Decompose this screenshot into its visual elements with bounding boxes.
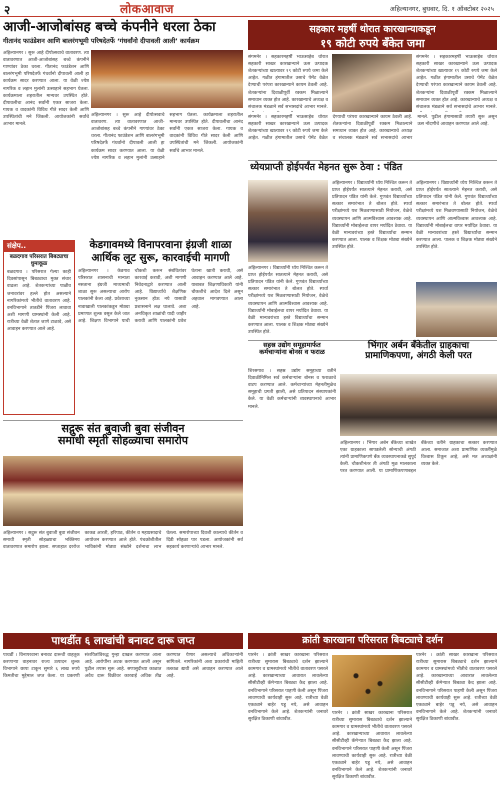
brief-sidebar [3,240,75,415]
divider [3,420,243,421]
story8-headline-banner [3,633,243,649]
story2-headline-banner [248,20,497,50]
story1-headline: आजी-आजोबांसह बच्चे कंपनीने धरला ठेका [3,19,216,35]
story3-body-col2: अहिल्यानगर । विद्यार्थ्यांनी ध्येय निश्चित करून ते प्राप्त होईपर्यंत सातत्याने मेहनत करावी, असे प्रतिपादन पंडित यांनी केले. गुणवंत विद्यार्थ्यांच्या सत्कार समारंभात ते बोलत होते. स्पर्धा परीक्षांमध्ये यश मिळवण्यासाठी नियोजन, वेळेचे व्यवस्थापन आणि आत्मविश्वास आवश्यक आहे. विद्यार्थ्यांनी मोबाईलचा वापर मर्यादित ठेवावा. या वेळी मान्यवरांच्या हस्ते विद्यार्थ्यांचा सन्मान करण्यात आला. पालक व शिक्षक मोठ्या संख्येने उपस्थित होते. [332,181,412,250]
story1-body-continued: अहिल्यानगर । सुरू आहे दीपोत्सवाचे वातावरण. त्या वातावरणात आजी-आजोबांसह बच्चे कंपनीने गाण्यांवर ठेका धरला. गीतानंद फाउंडेशन आणि बालरंगभूमी परिषदेतर्फे गंधर्वांनो दीपावली आली हा कार्यक्रम सादर करण्यात आला. या वेळी ज्येष्ठ नागरिक व लहान मुलांनी उत्साहाने सहभाग घेतला. कार्यक्रमाला शहरातील मान्यवर उपस्थित होते. दीपावलीचा आनंद सर्वांनी एकत्र साजरा केला. गायक व वादकांनी विविध गीते सादर केली आणि उपस्थितांची मने जिंकली. आयोजकांनी सर्वांचे आभार मानले. [91,113,243,161]
masthead [0,0,500,17]
story4-headline: केडगावमध्ये विनापरवाना इंग्रजी शाळा [89,239,232,251]
story2-body-col1: संगमनेर । सहकारमहर्षी भाऊसाहेब थोरात सहकारी साखर कारखान्याने ऊस उत्पादक शेतकऱ्यांच्या खात्यावर १९ कोटी रुपये जमा केले आहेत. गळीत हंगामातील उसाचे पेमेंट वेळेत देण्याची परंपरा कारखान्याने कायम ठेवली आहे. शेतकऱ्यांना दिवाळीपूर्वी रक्कम मिळाल्याने समाधान व्यक्त होत आहे. कारखान्याचे अध्यक्ष व संचालक मंडळाने सर्व सभासदांचे आभार मानले. [248,55,328,110]
story3-photo [248,180,328,262]
divider [248,160,497,161]
story2-headline2: १९ कोटी रुपये बँकेत जमा [320,37,425,50]
story8-headline: पाथर्डीत ६ लाखांची बनावट दारू जप्त [51,635,195,647]
story9-headline-banner [248,633,497,649]
story9-body-col3: पारनेर । क्रांती साखर कारखाना परिसरात रात्रीच्या सुमारास बिबट्याचे दर्शन झाल्याने कामगार व ग्रामस्थांमध्ये भीतीचे वातावरण पसरले आहे. कारखान्याच्या आवारात लावलेल्या सीसीटीव्ही कॅमेऱ्यात बिबट्या कैद झाला आहे. वनविभागाने परिसरात पाहणी केली असून पिंजरा लावण्याची कार्यवाही सुरू आहे. रात्रीच्या वेळी एकट्याने बाहेर पडू नये, असे आवाहन वनविभागाने केले आहे. शेतकऱ्यांनी जनावरे सुरक्षित ठिकाणी बांधावीत. [416,653,497,722]
story3-body-col3: अहिल्यानगर । विद्यार्थ्यांनी ध्येय निश्चित करून ते प्राप्त होईपर्यंत सातत्याने मेहनत करावी, असे प्रतिपादन पंडित यांनी केले. गुणवंत विद्यार्थ्यांच्या सत्कार समारंभात ते बोलत होते. स्पर्धा परीक्षांमध्ये यश मिळवण्यासाठी नियोजन, वेळेचे व्यवस्थापन आणि आत्मविश्वास आवश्यक आहे. विद्यार्थ्यांनी मोबाईलचा वापर मर्यादित ठेवावा. या वेळी मान्यवरांच्या हस्ते विद्यार्थ्यांचा सन्मान करण्यात आला. पालक व शिक्षक मोठ्या संख्येने उपस्थित होते. [416,181,497,250]
story2-body-col3: संगमनेर । सहकारमहर्षी भाऊसाहेब थोरात सहकारी साखर कारखान्याने ऊस उत्पादक शेतकऱ्यांच्या खात्यावर १९ कोटी रुपये जमा केले आहेत. गळीत हंगामातील उसाचे पेमेंट वेळेत देण्याची परंपरा कारखान्याने कायम ठेवली आहे. शेतकऱ्यांना दिवाळीपूर्वी रक्कम मिळाल्याने समाधान व्यक्त होत आहे. कारखान्याचे अध्यक्ष व संचालक मंडळाने सर्व सभासदांचे आभार मानले. [416,55,497,110]
story3-body-col1: अहिल्यानगर । विद्यार्थ्यांनी ध्येय निश्चित करून ते प्राप्त होईपर्यंत सातत्याने मेहनत करावी, असे प्रतिपादन पंडित यांनी केले. गुणवंत विद्यार्थ्यांच्या सत्कार समारंभात ते बोलत होते. स्पर्धा परीक्षांमध्ये यश मिळवण्यासाठी नियोजन, वेळेचे व्यवस्थापन आणि आत्मविश्वास आवश्यक आहे. विद्यार्थ्यांनी मोबाईलचा वापर मर्यादित ठेवावा. या वेळी मान्यवरांच्या हस्ते विद्यार्थ्यांचा सन्मान करण्यात आला. पालक व शिक्षक मोठ्या संख्येने उपस्थित होते. [248,266,328,335]
page-number: २ [4,3,11,17]
story3-headline: ध्येयप्राप्ती होईपर्यंत मेहनत सुरू ठेवा : पंडित [250,162,403,173]
story-bhingar-bank [340,342,497,372]
story9-headline: क्रांती कारखाना परिसरात बिबट्याचे दर्शन [302,635,443,646]
story-sahasra [248,342,336,368]
story2-body-lower: संगमनेर । सहकारमहर्षी भाऊसाहेब थोरात सहकारी साखर कारखान्याने ऊस उत्पादक शेतकऱ्यांच्या खात्यावर १९ कोटी रुपये जमा केले आहेत. गळीत हंगामातील उसाचे पेमेंट वेळेत देण्याची परंपरा कारखान्याने कायम ठेवली आहे. शेतकऱ्यांना दिवाळीपूर्वी रक्कम मिळाल्याने समाधान व्यक्त होत आहे. कारखान्याचे अध्यक्ष व संचालक मंडळाने सर्व सभासदांचे आभार मानले. पुढील हंगामासाठी तयारी सुरू असून ऊस नोंदणीचे आवाहन करण्यात आले आहे. [248,115,497,142]
story5-headline: सद्गुरू संत बुवाजी बुवा संजीवन [61,422,185,435]
story1-photo [91,50,243,108]
story3-photo2 [416,282,497,337]
story6-body: शिरसगाव । सहस्र उद्योग समूहाच्या वतीने दिवाळीनिमित्त सर्व कर्मचाऱ्यांना बोनस व फराळाचे वाटप करण्यात आले. कर्मचाऱ्यांच्या मेहनतीमुळेच समूहाची प्रगती झाली, असे प्रतिपादन संस्थापकांनी केले. या वेळी कर्मचाऱ्यांनी व्यवस्थापनाचे आभार मानले. [248,369,336,410]
story1-subheadline: गीतानंद फाउंडेशन आणि बालरंगभूमी परिषदेतर्फे ‘गंधर्वांनो दीपावली आली’ कार्यक्रम [3,36,200,45]
story5-headline2: समाधी स्मृती सोहळ्याचा समारोप [57,434,189,448]
story1-body: अहिल्यानगर । सुरू आहे दीपोत्सवाचे वातावरण. त्या वातावरणात आजी-आजोबांसह बच्चे कंपनीने गाण्यांवर ठेका धरला. गीतानंद फाउंडेशन आणि बालरंगभूमी परिषदेतर्फे गंधर्वांनो दीपावली आली हा कार्यक्रम सादर करण्यात आला. या वेळी ज्येष्ठ नागरिक व लहान मुलांनी उत्साहाने सहभाग घेतला. कार्यक्रमाला शहरातील मान्यवर उपस्थित होते. दीपावलीचा आनंद सर्वांनी एकत्र साजरा केला. गायक व वादकांनी विविध गीते सादर केली आणि उपस्थितांची मने जिंकली. आयोजकांनी सर्वांचे आभार मानले. [3,51,89,128]
story7-headline: भिंगार अर्बन बँकेतील ग्राहकाचा [367,341,470,351]
story6-headline2: कर्मचाऱ्यांना बोनस व फराळ [259,348,325,357]
story4-headline2: आर्थिक लूट सुरू, कारवाईची मागणी [91,251,230,264]
newspaper-logo: लोकआवाज [120,2,174,16]
story-buvaji-samadhi [3,423,243,453]
story9-body-col1: पारनेर । क्रांती साखर कारखाना परिसरात रात्रीच्या सुमारास बिबट्याचे दर्शन झाल्याने कामगार व ग्रामस्थांमध्ये भीतीचे वातावरण पसरले आहे. कारखान्याच्या आवारात लावलेल्या सीसीटीव्ही कॅमेऱ्यात बिबट्या कैद झाला आहे. वनविभागाने परिसरात पाहणी केली असून पिंजरा लावण्याची कार्यवाही सुरू आहे. रात्रीच्या वेळी एकट्याने बाहेर पडू नये, असे आवाहन वनविभागाने केले आहे. शेतकऱ्यांनी जनावरे सुरक्षित ठिकाणी बांधावीत. [248,653,328,722]
brief-title: बळदगाव परिसरात बिबट्याचा धुमाकूळ [9,254,69,267]
story5-photo [3,456,243,526]
story2-headline: सहकार महर्षी थोरात कारखान्याकडून [309,24,436,35]
story5-body: अहिल्यानगर । सद्गुरू संत बुवाजी बुवा संजीवन समाधी स्मृती सोहळ्याचा भक्तिमय वातावरणात समारोप झाला. सप्ताहात दररोज काकड आरती, हरिपाठ, कीर्तन व महाप्रसादाचे आयोजन करण्यात आले होते. पंचक्रोशीतील भाविकांनी मोठ्या संख्येने दर्शनाचा लाभ घेतला. समारोपाच्या दिवशी काल्याचे कीर्तन व दिंडी सोहळा पार पडला. आयोजकांनी सर्व सहकार्य करणाऱ्यांचे आभार मानले. [3,531,243,551]
story4-body: अहिल्यानगर । केडगाव परिसरात शासनाची मान्यता नसताना इंग्रजी माध्यमाची शाळा सुरू असल्याचा आरोप पालकांनी केला आहे. प्रवेशाच्या नावाखाली पालकांकडून मोठ्या प्रमाणात शुल्क वसूल केले जात आहे. शिक्षण विभागाने याची चौकशी करून संबंधितांवर कारवाई करावी, अशी मागणी निवेदनाद्वारे करण्यात आली आहे. विद्यार्थ्यांचे शैक्षणिक नुकसान होऊ नये यासाठी प्रशासनाने लक्ष घालावे. अशा अनधिकृत शाळांची यादी जाहीर करावी आणि पालकांनी प्रवेश घेताना खात्री करावी, असे आवाहन करण्यात आले आहे. याबाबत शिक्षणाधिकारी यांनी चौकशीचे आदेश दिले असून अहवाल मागवण्यात आला आहे. [78,269,243,324]
brief-body: बळदगाव । परिसरात गेल्या काही दिवसांपासून बिबट्याचा मुक्त संचार वाढला आहे. शेतकऱ्यांच्या पाळीव जनावरांवर हल्ले होत असल्याने नागरिकांमध्ये भीतीचे वातावरण आहे. वनविभागाने तातडीने पिंजरा लावावा अशी मागणी ग्रामस्थांनी केली आहे. रात्रीच्या वेळी शेतात जाणे टाळावे, असे आवाहन करण्यात आले आहे. [7,270,71,333]
story6-headline: सहस्र उद्योग समूहामार्फत [263,341,321,349]
edition-date: अहिल्यानगर, बुधवार, दि. १ ऑक्टोबर २०२५ [389,5,494,13]
story7-photo [340,374,497,436]
leopard-photo [332,655,412,707]
story8-body: पाथर्डी । विनापरवाना बनावट दारूची वाहतूक करणाऱ्या वाहनावर राज्य उत्पादन शुल्क विभागाने छापा टाकून सुमारे ६ लाख रुपये किमतीचा मुद्देमाल जप्त केला. या प्रकरणी संशयितांविरुद्ध गुन्हा दाखल करण्यात आला आहे. आरोपींना अटक करण्यात आली असून पुढील तपास सुरू आहे. सणासुदीच्या काळात अवैध दारू विक्रीवर कारवाई अधिक तीव्र करण्यात येणार असल्याचे अधिकाऱ्यांनी सांगितले. नागरिकांनी अशा प्रकारांची माहिती तत्काळ द्यावी असे आवाहन करण्यात आले आहे. [3,653,243,680]
story7-body: अहिल्यानगर । भिंगार अर्बन बँकेच्या शाखेत एका ग्राहकाला सापडलेली सोन्याची अंगठी त्यांनी प्रामाणिकपणे बँक व्यवस्थापनाकडे सुपूर्द केली. चौकशीनंतर ती अंगठी मूळ मालकाला परत करण्यात आली. या प्रामाणिकपणाबद्दल बँकेच्या वतीने ग्राहकाचा सत्कार करण्यात आला. समाजात अशा प्रामाणिक व्यक्तींमुळे विश्वास टिकून आहे, असे मत अध्यक्षांनी व्यक्त केले. [340,441,497,475]
story7-headline2: प्रामाणिकपणा, अंगठी केली परत [365,350,472,361]
story2-photo [332,54,412,112]
brief-label: संक्षेप.. [4,241,74,252]
story9-body-col2: पारनेर । क्रांती साखर कारखाना परिसरात रात्रीच्या सुमारास बिबट्याचे दर्शन झाल्याने कामगार व ग्रामस्थांमध्ये भीतीचे वातावरण पसरले आहे. कारखान्याच्या आवारात लावलेल्या सीसीटीव्ही कॅमेऱ्यात बिबट्या कैद झाला आहे. वनविभागाने परिसरात पाहणी केली असून पिंजरा लावण्याची कार्यवाही सुरू आहे. रात्रीच्या वेळी एकट्याने बाहेर पडू नये, असे आवाहन वनविभागाने केले आहे. शेतकऱ्यांनी जनावरे सुरक्षित ठिकाणी बांधावीत. [332,711,412,780]
story-aaji-aajoba [3,20,243,235]
